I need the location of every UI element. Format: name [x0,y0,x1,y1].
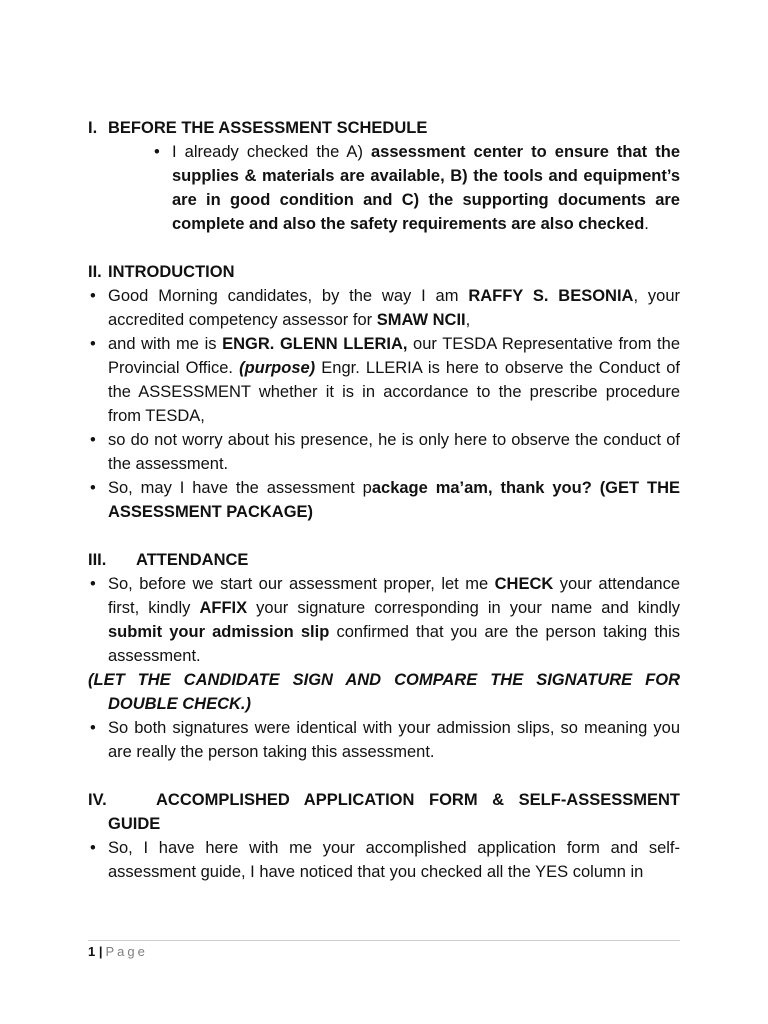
text-run: , [465,311,471,329]
list-item: • So both signatures were identical with your admission slips, so meaning you are really the person taking this assessment. [88,716,680,764]
text-run: and with me is [108,335,223,353]
text-run: I already checked the A) [172,143,371,161]
list-item: • so do not worry about his presence, he is only here to observe the conduct of the assessment. [88,428,680,476]
page-label: Page [105,944,148,959]
text-run: your attendance first, kindly [108,575,681,617]
bold-text-run: ackage ma’am, thank you? [371,479,600,497]
footer-separator: | [98,944,103,959]
bold-text-run: assessment center to ensure that the supplies & materials are available, B) the tools and equipment’s are in good condition and C) the supporting documents are complete and also the safety requirements are also checked [172,143,680,233]
section-1-list [88,140,680,236]
section-number: IV. [88,791,107,809]
bold-text-run: submit your admission slip [108,623,330,641]
list-item [88,284,680,332]
bold-italic-text-run: (purpose) [239,359,316,377]
section-title: INTRODUCTION [108,263,235,281]
section-3-list [88,572,680,668]
text-run: So, may I have the assessment p [108,479,372,497]
bold-text-run: AFFIX [199,599,248,617]
section-number: II. [88,263,102,281]
bold-text-run: SMAW NCII [376,311,466,329]
section-title: BEFORE THE ASSESSMENT SCHEDULE [108,119,428,137]
document-body [88,116,680,884]
section-heading-2 [88,260,680,284]
bold-text-run: CHECK [494,575,554,593]
text-run: . [644,215,649,233]
text-run: your signature corresponding in your name and kindly [247,599,680,617]
section-4-list [88,836,680,884]
section-heading-4 [88,788,680,836]
text-run: confirmed that you are the person taking this assessment. [108,623,680,665]
list-item [88,476,680,524]
section-3-list-2 [88,716,680,764]
text-run: , your accredited competency assessor for [108,287,680,329]
list-item: • So, I have here with me your accomplished application form and self-assessment guide, I have noticed that you checked all the YES column in [88,836,680,884]
instruction-note [88,668,680,716]
text-run: our TESDA Representative from the Provincial Office. [108,335,680,377]
bold-text-run: ENGR. GLENN LLERIA, [222,335,408,353]
section-2-list [88,284,680,524]
bold-text-run: (GET THE ASSESSMENT PACKAGE) [108,479,680,521]
section-title: ATTENDANCE [136,551,249,569]
bold-text-run: RAFFY S. BESONIA [468,287,634,305]
list-item [88,332,680,428]
page-number: 1 [88,944,96,959]
section-number: III. [88,551,107,569]
page-footer [88,940,680,961]
section-heading-1 [88,116,680,140]
text-run: Engr. LLERIA is here to observe the Conduct of the ASSESSMENT whether it is in accordance to the prescribe procedure from TESDA, [108,359,681,425]
section-number: I. [88,119,98,137]
text-run: So, before we start our assessment proper, let me [108,575,495,593]
list-item [152,140,680,236]
text-run: Good Morning candidates, by the way I am [108,287,469,305]
section-title: ACCOMPLISHED APPLICATION FORM & SELF-ASSESSMENT GUIDE [108,791,680,833]
list-item [88,572,680,668]
note-text: (LET THE CANDIDATE SIGN AND COMPARE THE SIGNATURE FOR DOUBLE CHECK.) [88,671,680,713]
section-heading-3 [88,548,680,572]
